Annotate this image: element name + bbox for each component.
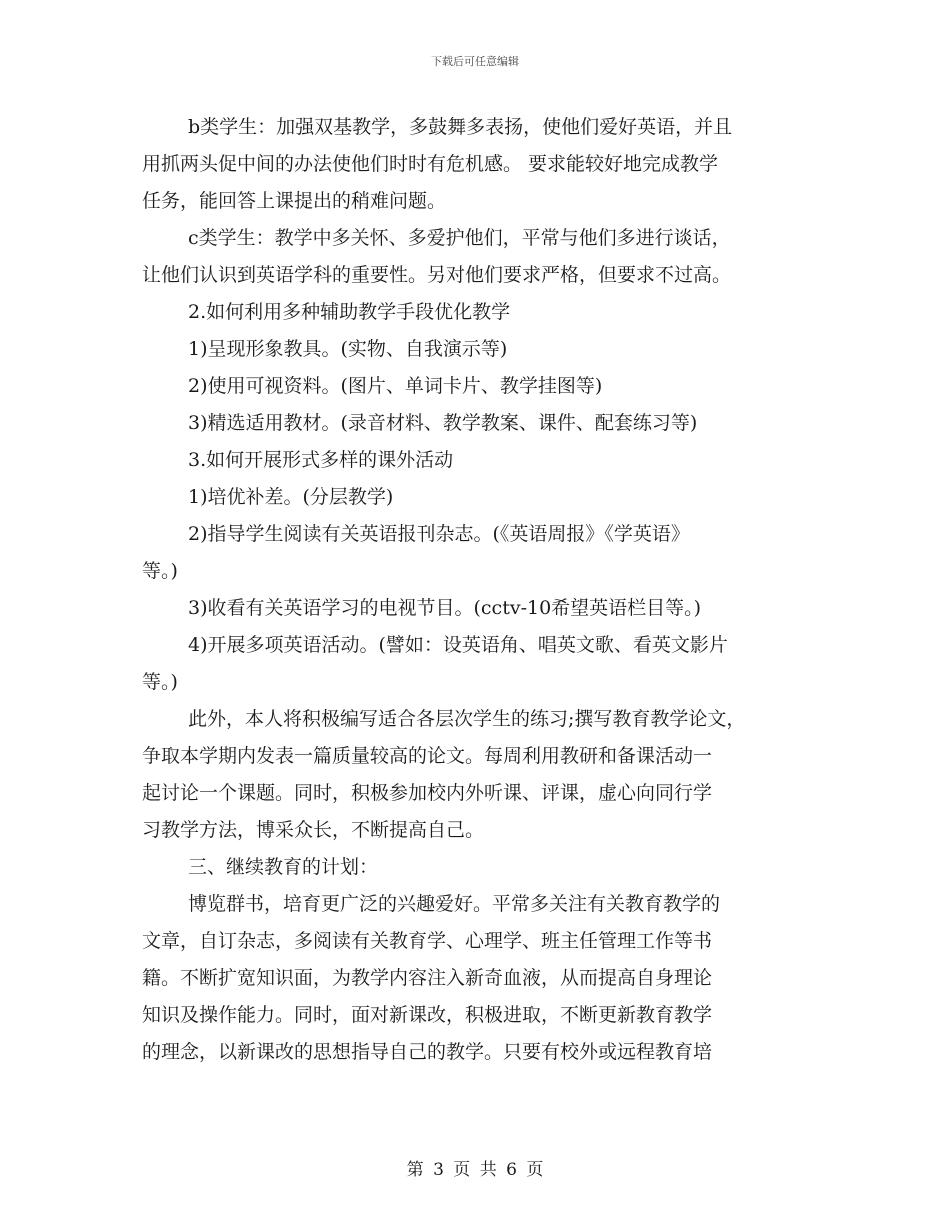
- text-line: 3.如何开展形式多样的课外活动: [188, 449, 454, 471]
- text-line: 1)培优补差。(分层教学): [188, 486, 394, 508]
- text-line: 等。): [142, 560, 178, 582]
- text-line: 等。): [142, 671, 178, 693]
- text-line: 用抓两头促中间的办法使他们时时有危机感。 要求能较好地完成教学: [142, 153, 719, 175]
- text-line: 此外，本人将积极编写适合各层次学生的练习;撰写教育教学论文，: [188, 708, 746, 730]
- text-line: 争取本学期内发表一篇质量较高的论文。每周利用教研和备课活动一: [142, 745, 713, 767]
- text-line: c类学生：教学中多关怀、多爱护他们，平常与他们多进行谈话，: [188, 227, 731, 249]
- text-line: 任务，能回答上课提出的稍难问题。: [142, 190, 447, 212]
- text-line: 籍。不断扩宽知识面，为教学内容注入新奇血液，从而提高自身理论: [142, 967, 713, 989]
- page-header: 下载后可任意编辑: [431, 55, 519, 68]
- document-body: [142, 112, 812, 1074]
- text-line: 让他们认识到英语学科的重要性。另对他们要求严格，但要求不过高。: [142, 264, 732, 286]
- text-line: 博览群书，培育更广泛的兴趣爱好。平常多关注有关教育教学的: [188, 893, 721, 915]
- text-line: 2)使用可视资料。(图片、单词卡片、教学挂图等): [188, 375, 603, 397]
- text-line: 的理念，以新课改的思想指导自己的教学。只要有校外或远程教育培: [142, 1041, 713, 1063]
- text-line: b类学生：加强双基教学，多鼓舞多表扬，使他们爱好英语，并且: [188, 116, 733, 138]
- text-line: 1)呈现形象教具。(实物、自我演示等): [188, 338, 508, 360]
- text-line: 4)开展多项英语活动。(譬如：设英语角、唱英文歌、看英文影片: [188, 634, 728, 656]
- text-line: 2)指导学生阅读有关英语报刊杂志。(《英语周报》《学英语》: [188, 523, 690, 545]
- text-line: 3)收看有关英语学习的电视节目。(cctv-10希望英语栏目等。): [188, 597, 702, 619]
- text-line: 起讨论一个课题。同时，积极参加校内外听课、评课，虚心向同行学: [142, 782, 713, 804]
- text-line: 文章，自订杂志，多阅读有关教育学、心理学、班主任管理工作等书: [142, 930, 713, 952]
- text-line: 习教学方法，博采众长，不断提高自己。: [142, 819, 485, 841]
- text-line: 2.如何利用多种辅助教学手段优化教学: [188, 301, 511, 323]
- text-line: 三、继续教育的计划：: [188, 856, 379, 878]
- text-line: 3)精选适用教材。(录音材料、教学教案、课件、配套练习等): [188, 412, 698, 434]
- page-number: 第 3 页 共 6 页: [406, 1160, 544, 1180]
- text-line: 知识及操作能力。同时，面对新课改，积极进取，不断更新教育教学: [142, 1004, 713, 1026]
